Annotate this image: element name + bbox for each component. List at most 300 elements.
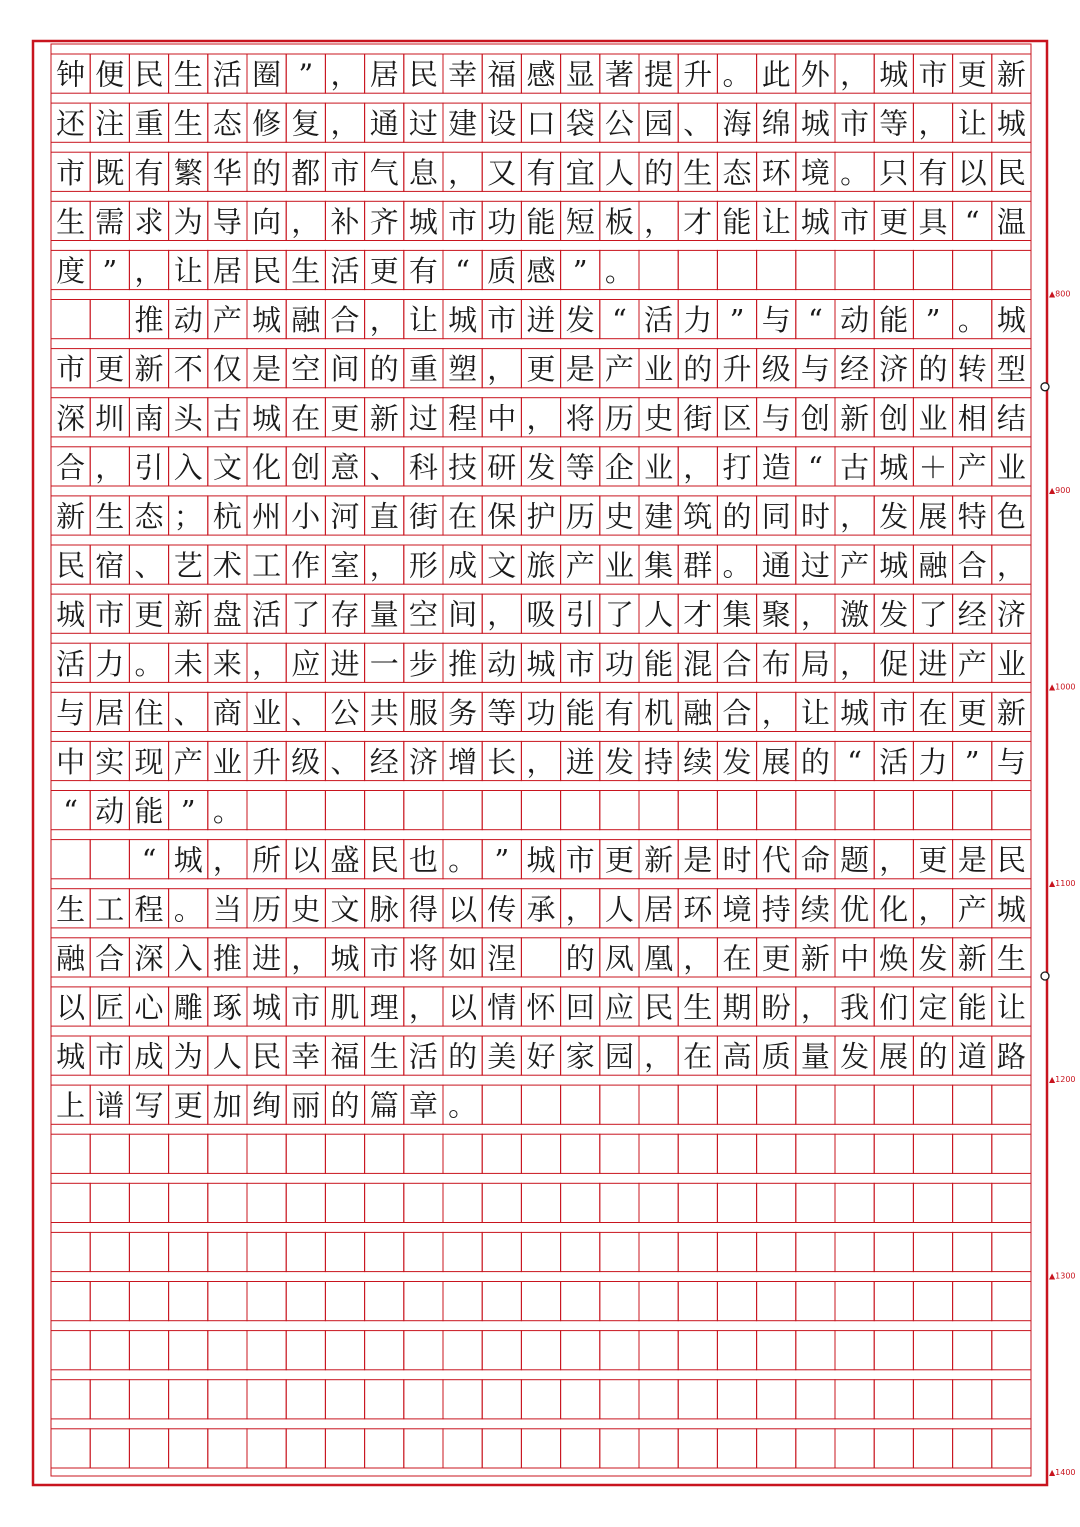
essay-char: 。	[840, 155, 870, 190]
grid-cell	[561, 1134, 600, 1173]
essay-char: 态	[134, 499, 164, 534]
essay-char: 通	[761, 548, 791, 583]
essay-char: 业	[996, 450, 1026, 485]
grid-cell	[757, 1085, 796, 1124]
grid-cell	[90, 1134, 129, 1173]
essay-char: 级	[291, 745, 321, 779]
essay-char: ，	[996, 548, 1026, 583]
essay-line	[56, 598, 1026, 632]
essay-char: 更	[918, 843, 948, 878]
grid-cell	[678, 1429, 717, 1468]
essay-char: 历	[604, 401, 634, 436]
essay-char: 等	[879, 106, 909, 141]
essay-char: 更	[95, 352, 125, 387]
essay-char: 服	[408, 695, 438, 730]
essay-char: 向	[252, 204, 282, 239]
essay-char: 济	[996, 597, 1026, 632]
essay-char: 动	[173, 303, 203, 338]
essay-char: ，	[840, 646, 870, 681]
essay-char: 在	[918, 695, 948, 730]
essay-char: 让	[996, 990, 1026, 1025]
essay-char: 空	[408, 597, 438, 632]
essay-char: 能	[879, 303, 909, 338]
essay-char: 功	[487, 204, 517, 239]
essay-char: “	[611, 303, 627, 338]
essay-char: 市	[918, 57, 948, 92]
essay-char: 结	[996, 401, 1026, 436]
essay-char: 绵	[761, 106, 791, 141]
essay-char: 我	[840, 990, 870, 1025]
grid-cell	[913, 1282, 952, 1321]
grid-row	[51, 1134, 1031, 1173]
grid-cell	[913, 791, 952, 830]
essay-char: 注	[95, 106, 125, 141]
grid-cell	[51, 1183, 90, 1222]
essay-char: 是	[683, 843, 713, 878]
grid-cell	[90, 300, 129, 339]
grid-cell	[129, 1380, 168, 1419]
essay-char: 章	[408, 1088, 438, 1123]
grid-cell	[874, 1429, 913, 1468]
essay-char: ，	[761, 695, 791, 730]
essay-char: 生	[56, 204, 86, 239]
essay-char: 护	[526, 499, 556, 534]
essay-char: 更	[134, 597, 164, 632]
essay-char: 发	[918, 941, 948, 976]
grid-cell	[717, 1380, 756, 1419]
grid-cell	[639, 1232, 678, 1271]
essay-char: 期	[722, 990, 752, 1025]
grid-cell	[404, 1282, 443, 1321]
grid-cell	[51, 1232, 90, 1271]
essay-char: 融	[683, 695, 713, 730]
essay-char: 历	[565, 499, 595, 534]
essay-char: ”	[180, 794, 196, 829]
grid-cell	[992, 1183, 1031, 1222]
word-count-marker: ▲1200	[1049, 1075, 1076, 1085]
grid-cell	[129, 1429, 168, 1468]
grid-cell	[561, 1282, 600, 1321]
essay-char: 环	[683, 892, 713, 927]
grid-cell	[796, 250, 835, 289]
essay-char: 迸	[526, 303, 556, 338]
essay-char: 业	[644, 450, 674, 485]
grid-cell	[757, 1331, 796, 1370]
essay-char: 在	[683, 1039, 713, 1074]
grid-cell	[953, 1183, 992, 1222]
grid-cell	[796, 1380, 835, 1419]
grid-cell	[482, 1429, 521, 1468]
essay-char: 功	[526, 695, 556, 730]
grid-cell	[482, 1282, 521, 1321]
essay-char: 入	[173, 941, 203, 976]
essay-char: 发	[565, 303, 595, 338]
grid-cell	[835, 250, 874, 289]
essay-char: 盼	[761, 990, 791, 1025]
essay-char: 有	[408, 254, 438, 288]
grid-cell	[443, 1331, 482, 1370]
essay-char: 与	[761, 401, 791, 436]
essay-char: ，	[291, 204, 321, 239]
essay-char: 企	[604, 450, 634, 485]
essay-char: 能	[526, 204, 556, 239]
essay-line	[56, 156, 1026, 190]
essay-line	[56, 401, 1026, 435]
grid-cell	[482, 1085, 521, 1124]
essay-char: 的	[369, 352, 399, 387]
grid-cell	[90, 1429, 129, 1468]
essay-char: 活	[252, 597, 282, 632]
essay-char: 篇	[369, 1088, 399, 1123]
essay-char: 宿	[95, 548, 125, 583]
grid-cell	[678, 1380, 717, 1419]
grid-cell	[600, 791, 639, 830]
grid-cell	[796, 1232, 835, 1271]
grid-cell	[286, 1134, 325, 1173]
grid-cell	[365, 1134, 404, 1173]
essay-char: 吸	[526, 597, 556, 632]
essay-char: 特	[957, 499, 987, 534]
essay-char: 居	[212, 254, 242, 288]
essay-char: 发	[722, 745, 752, 779]
grid-cell	[600, 1134, 639, 1173]
essay-char: 升	[722, 352, 752, 387]
grid-cell	[874, 791, 913, 830]
essay-char: ，	[565, 892, 595, 927]
grid-cell	[521, 938, 560, 977]
grid-cell	[51, 1134, 90, 1173]
grid-cell	[874, 1282, 913, 1321]
essay-char: ，	[683, 450, 713, 485]
grid-cell	[482, 791, 521, 830]
essay-char: ，	[644, 204, 674, 239]
grid-cell	[325, 1282, 364, 1321]
essay-char: 色	[996, 499, 1026, 534]
essay-char: 发	[840, 1039, 870, 1074]
essay-char: ”	[729, 303, 745, 338]
essay-char: 提	[644, 57, 674, 92]
essay-char: ，	[330, 57, 360, 92]
essay-char: 更	[957, 695, 987, 730]
essay-char: 圈	[252, 57, 282, 92]
essay-char: 动	[95, 794, 125, 829]
essay-char: 民	[134, 57, 164, 92]
essay-char: 谱	[95, 1088, 125, 1123]
grid-cell	[404, 1232, 443, 1271]
essay-char: 让	[761, 204, 791, 239]
essay-char: 发	[604, 745, 634, 779]
essay-char: 优	[840, 892, 870, 927]
essay-char: 便	[95, 57, 125, 92]
grid-cell	[835, 1429, 874, 1468]
essay-char: 回	[565, 990, 595, 1025]
essay-char: 步	[408, 646, 438, 681]
essay-char: 史	[291, 892, 321, 927]
essay-char: ，	[291, 941, 321, 976]
essay-char: 南	[134, 401, 164, 436]
grid-cell	[992, 1331, 1031, 1370]
essay-char: 相	[957, 401, 987, 436]
essay-char: 集	[722, 597, 752, 632]
essay-char: 与	[56, 695, 86, 730]
essay-char: 新	[840, 401, 870, 436]
essay-char: 。	[722, 548, 752, 583]
essay-char: 以	[291, 843, 321, 878]
essay-char: ，	[330, 106, 360, 141]
essay-char: 升	[252, 745, 282, 779]
essay-char: 生	[95, 499, 125, 534]
essay-char: 匠	[95, 990, 125, 1025]
essay-char: 更	[173, 1088, 203, 1123]
grid-cell	[325, 1134, 364, 1173]
essay-char: 上	[56, 1088, 86, 1123]
essay-char: 城	[800, 106, 830, 141]
word-count-marker: ▲1100	[1049, 878, 1076, 888]
grid-cell	[953, 1134, 992, 1173]
grid-cell	[365, 1429, 404, 1468]
essay-char: ”	[572, 254, 588, 288]
essay-char: 凰	[644, 941, 674, 976]
essay-char: 古	[840, 450, 870, 485]
essay-char: 质	[487, 254, 517, 288]
essay-char: 齐	[369, 204, 399, 239]
essay-char: 传	[487, 892, 517, 927]
essay-line	[56, 107, 1026, 141]
essay-line	[134, 303, 1025, 337]
grid-cell	[953, 250, 992, 289]
essay-char: 产	[212, 303, 242, 338]
essay-char: 在	[722, 941, 752, 976]
essay-char: 街	[408, 499, 438, 534]
grid-cell	[247, 1429, 286, 1468]
essay-char: 工	[95, 892, 125, 927]
essay-char: 居	[644, 892, 674, 927]
essay-char: 作	[291, 548, 321, 583]
grid-cell	[561, 1232, 600, 1271]
essay-char: ”	[102, 254, 118, 288]
grid-cell	[365, 1183, 404, 1222]
essay-char: 补	[330, 204, 360, 239]
essay-char: 市	[330, 155, 360, 190]
essay-char: 合	[722, 646, 752, 681]
essay-char: 程	[134, 892, 164, 927]
essay-char: 新	[56, 499, 86, 534]
grid-cell	[639, 1134, 678, 1173]
essay-char: 琢	[212, 990, 242, 1025]
essay-char: 市	[56, 352, 86, 387]
word-count-marker: ▲1300	[1049, 1271, 1076, 1281]
grid-cell	[561, 1183, 600, 1222]
essay-char: 产	[957, 646, 987, 681]
essay-line	[142, 843, 1026, 877]
grid-cell	[561, 1331, 600, 1370]
essay-char: 深	[56, 401, 86, 436]
essay-char: 、	[683, 106, 713, 141]
essay-char: 丽	[291, 1088, 321, 1123]
grid-cell	[247, 1183, 286, 1222]
essay-char: 城	[252, 303, 282, 338]
essay-char: 创	[291, 450, 321, 485]
essay-char: 复	[291, 106, 321, 141]
essay-char: 进	[918, 646, 948, 681]
essay-char: 能	[722, 204, 752, 239]
essay-char: 保	[487, 499, 517, 534]
grid-row	[51, 1183, 1031, 1222]
essay-char: 也	[408, 843, 438, 878]
essay-char: 公	[330, 695, 360, 730]
essay-char: 活	[879, 745, 909, 779]
essay-char: 通	[369, 106, 399, 141]
essay-char: 设	[487, 106, 517, 141]
essay-char: 展	[761, 745, 791, 779]
essay-char: 为	[173, 204, 203, 239]
essay-char: 产	[957, 892, 987, 927]
grid-row	[51, 1232, 1031, 1271]
essay-char: 民	[408, 57, 438, 92]
essay-char: 更	[526, 352, 556, 387]
grid-cell	[913, 1183, 952, 1222]
essay-char: 的	[565, 941, 595, 976]
essay-char: ，	[252, 646, 282, 681]
grid-cell	[953, 1232, 992, 1271]
essay-char: 功	[604, 646, 634, 681]
essay-char: 城	[996, 892, 1026, 927]
grid-cell	[874, 1232, 913, 1271]
essay-char: 间	[330, 352, 360, 387]
grid-cell	[365, 1331, 404, 1370]
grid-cell	[600, 1085, 639, 1124]
grid-cell	[404, 791, 443, 830]
essay-char: 的	[683, 352, 713, 387]
essay-char: 将	[565, 401, 595, 436]
essay-char: 心	[134, 990, 164, 1025]
grid-cell	[521, 1429, 560, 1468]
essay-char: 生	[173, 57, 203, 92]
essay-char: 术	[212, 548, 242, 583]
essay-char: 文	[330, 892, 360, 927]
essay-char: 居	[95, 695, 125, 730]
word-count-marker: ▲800	[1049, 289, 1071, 299]
essay-char: 经	[369, 745, 399, 779]
essay-char: 推	[212, 941, 242, 976]
essay-char: 的	[800, 745, 830, 779]
essay-char: 实	[95, 745, 125, 779]
essay-char: 新	[957, 941, 987, 976]
essay-char: 新	[644, 843, 674, 878]
essay-char: 生	[683, 155, 713, 190]
essay-char: 共	[369, 695, 399, 730]
grid-cell	[51, 300, 90, 339]
essay-char: 让	[957, 106, 987, 141]
essay-char: 空	[291, 352, 321, 387]
essay-char: 与	[800, 352, 830, 387]
essay-char: 杭	[212, 499, 242, 534]
essay-char: 市	[840, 106, 870, 141]
essay-char: 形	[408, 548, 438, 583]
grid-cell	[561, 1085, 600, 1124]
grid-cell	[874, 1085, 913, 1124]
essay-char: 量	[800, 1039, 830, 1074]
essay-char: 筑	[683, 499, 713, 534]
essay-char: 生	[291, 254, 321, 288]
grid-cell	[757, 1183, 796, 1222]
essay-char: 局	[800, 646, 830, 681]
grid-cell	[90, 1183, 129, 1222]
grid-row	[51, 1282, 1031, 1321]
essay-char: 产	[565, 548, 595, 583]
essay-char: 市	[95, 597, 125, 632]
essay-char: “	[63, 794, 79, 829]
grid-cell	[208, 1282, 247, 1321]
grid-cell	[953, 1282, 992, 1321]
essay-char: 未	[173, 646, 203, 681]
essay-char: 幸	[291, 1039, 321, 1074]
grid-cell	[325, 1429, 364, 1468]
grid-cell	[286, 1232, 325, 1271]
grid-cell	[600, 1331, 639, 1370]
essay-char: 钟	[56, 57, 86, 92]
grid-cell	[51, 1331, 90, 1370]
grid-cell	[678, 1331, 717, 1370]
essay-char: 能	[644, 646, 674, 681]
essay-char: 业	[644, 352, 674, 387]
essay-char: 将	[408, 941, 438, 976]
essay-char: 不	[173, 352, 203, 387]
grid-cell	[404, 1183, 443, 1222]
essay-char: 温	[996, 204, 1026, 239]
essay-char: 。	[448, 843, 478, 878]
essay-char: 新	[134, 352, 164, 387]
essay-char: 城	[408, 204, 438, 239]
essay-char: 民	[252, 1039, 282, 1074]
grid-cell	[521, 1085, 560, 1124]
grid-cell	[796, 1282, 835, 1321]
grid-cell	[247, 1134, 286, 1173]
essay-char: 活	[644, 303, 674, 338]
essay-char: 州	[252, 499, 282, 534]
essay-char: 文	[487, 548, 517, 583]
essay-char: 生	[996, 941, 1026, 976]
essay-char: ，	[918, 892, 948, 927]
essay-char: 力	[683, 303, 713, 338]
grid-cell	[717, 1331, 756, 1370]
essay-char: 了	[291, 597, 321, 632]
grid-cell	[286, 1183, 325, 1222]
grid-cell	[913, 1429, 952, 1468]
essay-char: 只	[879, 155, 909, 190]
essay-char: 。	[722, 57, 752, 92]
grid-cell	[757, 1282, 796, 1321]
grid-cell	[482, 1331, 521, 1370]
grid-cell	[639, 250, 678, 289]
essay-char: 更	[957, 57, 987, 92]
essay-char: 间	[448, 597, 478, 632]
grid-cell	[482, 1183, 521, 1222]
grid-cell	[913, 250, 952, 289]
essay-char: 造	[761, 450, 791, 485]
essay-char: 人	[644, 597, 674, 632]
essay-line	[56, 205, 1026, 239]
grid-cell	[835, 1183, 874, 1222]
essay-char: 更	[879, 204, 909, 239]
essay-char: 研	[487, 450, 517, 485]
grid-cell	[600, 1183, 639, 1222]
essay-char: 定	[918, 990, 948, 1025]
grid-cell	[208, 1232, 247, 1271]
essay-char: 机	[644, 695, 674, 730]
grid-cell	[51, 1380, 90, 1419]
essay-char: 同	[761, 499, 791, 534]
